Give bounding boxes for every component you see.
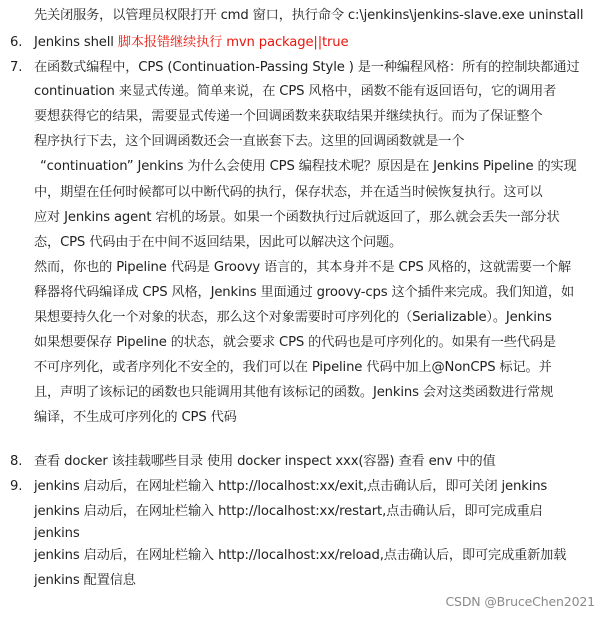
list-number: 7. [10,60,23,75]
paragraph-line: jenkins [34,526,80,541]
list-number: 6. [10,35,23,50]
list-item-8: 查看 docker 该挂载哪些目录 使用 docker inspect xxx(容器) 查看 env 中的值 [34,454,496,469]
paragraph-line: 如果想要保存 Pipeline 的状态，就会要求 CPS 的代码也是可序列化的。如果有一些代码是 [34,335,556,350]
paragraph-line: jenkins 配置信息 [34,573,136,588]
paragraph-line: 且，声明了该标记的函数也只能调用其他有该标记的函数。Jenkins 会对这类函数进行常规 [34,385,554,400]
paragraph-line: 应对 Jenkins agent 宕机的场景。如果一个函数执行过后就返回了，那么就会丢失一部分状 [34,210,560,225]
watermark: CSDN @BruceChen2021 [445,594,595,609]
paragraph-line: 程序执行下去，这个回调函数还会一直嵌套下去。这里的回调函数就是一个 [34,134,465,149]
paragraph-line: 态，CPS 代码由于在中间不返回结果，因此可以解决这个问题。 [34,235,403,250]
list-number: 9. [10,479,23,494]
paragraph-line: 中，期望在任何时候都可以中断代码的执行，保存状态，并在适当时候恢复执行。这可以 [34,185,543,200]
paragraph-line: jenkins 启动后，在网址栏输入 http://localhost:xx/exit,点击确认后，即可关闭 jenkins [34,479,548,494]
paragraph-line: 然而，你也的 Pipeline 代码是 Groovy 语言的，其本身并不是 CPS 风格的，这就需要一个解 [34,260,572,275]
paragraph-line: jenkins 启动后，在网址栏输入 http://localhost:xx/reload,点击确认后，即可完成重新加载 [34,548,567,563]
paragraph-line: jenkins 启动后，在网址栏输入 http://localhost:xx/restart,点击确认后，即可完成重启 [34,504,543,519]
paragraph-line: 不可序列化，或者序列化不安全的，我们可以在 Pipeline 代码中加上@NonCPS 标记。并 [34,360,552,375]
paragraph-line: 要想获得它的结果，需要显式传递一个回调函数来获取结果并继续执行。而为了保证整个 [34,109,543,124]
paragraph-line: 先关闭服务，以管理员权限打开 cmd 窗口，执行命令 c:\jenkins\jenkins-slave.exe uninstall [34,8,584,23]
paragraph-line: continuation 来显式传递。简单来说，在 CPS 风格中，函数不能有返回语句，它的调用者 [34,84,557,99]
paragraph-line: 果想要持久化一个对象的状态，那么这个对象需要时可序列化的（Serializable）。Jenkins [34,310,552,325]
paragraph-line: 编译，不生成可序列化的 CPS 代码 [34,410,237,425]
list-item-text: Jenkins shell [34,35,114,50]
paragraph-line: 在函数式编程中，CPS (Continuation-Passing Style ) 是一种编程风格：所有的控制块都通过 [34,60,580,75]
highlighted-command: 脚本报错继续执行 mvn package||true [117,35,349,50]
list-item-6 [34,32,348,54]
paragraph-line: 释器将代码编译成 CPS 风格，Jenkins 里面通过 groovy-cps 这个插件来完成。我们知道，如 [34,285,574,300]
list-number: 8. [10,454,23,469]
paragraph-line: “continuation” Jenkins 为什么会使用 CPS 编程技术呢？原因是在 Jenkins Pipeline 的实现 [40,159,577,174]
